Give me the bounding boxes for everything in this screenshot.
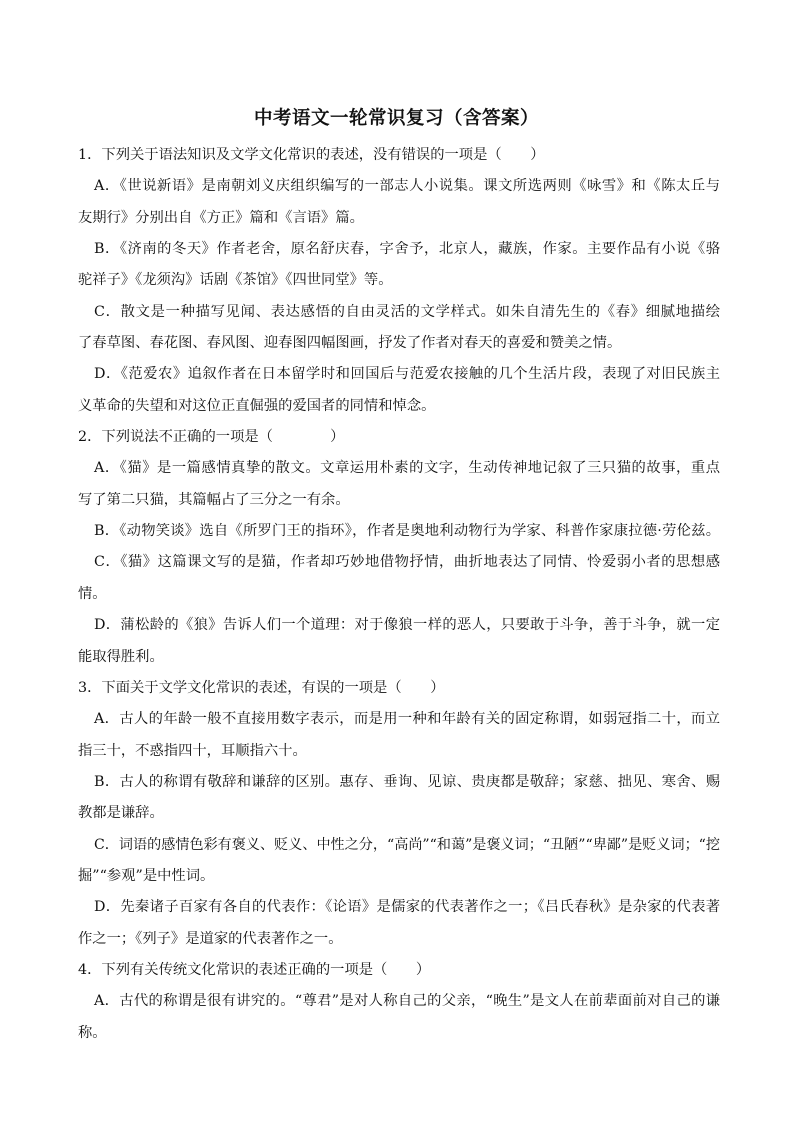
question-1-option-b: B．《济南的冬天》作者老舍，原名舒庆春，字舍予，北京人，藏族，作家。主要作品有小说《骆 — [94, 241, 720, 258]
question-4-option-a-continued: 称。 — [78, 1024, 107, 1041]
question-3-option-c: C．词语的感情色彩有褒义、贬义、中性之分，“高尚”“和蔼”是褒义词；“丑陋”“卑鄙”是贬义词；“挖 — [94, 836, 720, 853]
question-2-option-d-continued: 能取得胜利。 — [78, 648, 164, 665]
question-2-option-a-continued: 写了第二只猫，其篇幅占了三分之一有余。 — [78, 491, 350, 508]
question-4-option-a: A．古代的称谓是很有讲究的。“尊君”是对人称自己的父亲，“晚生”是文人在前辈面前对自己的谦 — [94, 993, 720, 1010]
question-2-option-d: D．蒲松龄的《狼》告诉人们一个道理：对于像狼一样的恶人，只要敢于斗争，善于斗争，就一定 — [94, 617, 720, 634]
question-1-option-b-continued: 驼祥子》《龙须沟》话剧《茶馆》《四世同堂》等。 — [78, 272, 393, 289]
question-2-option-c-continued: 情。 — [78, 585, 107, 602]
document-title: 中考语文一轮常识复习（含答案） — [253, 108, 539, 129]
question-3-option-a-continued: 指三十，不惑指四十，耳顺指六十。 — [78, 742, 307, 759]
question-3-option-a: A．古人的年龄一般不直接用数字表示，而是用一种和年龄有关的固定称谓，如弱冠指二十，而立 — [94, 711, 720, 728]
question-1-option-d: D．《范爱农》追叙作者在日本留学时和回国后与范爱农接触的几个生活片段，表现了对旧民族主 — [94, 366, 720, 383]
question-2-option-c: C．《猫》这篇课文写的是猫，作者却巧妙地借物抒情，曲折地表达了同情、怜爱弱小者的思想感 — [94, 554, 720, 571]
question-1-stem: 1．下列关于语法知识及文学文化常识的表述，没有错误的一项是（ ） — [78, 147, 545, 163]
question-2-stem: 2．下列说法不正确的一项是（ ） — [78, 429, 345, 446]
question-1-option-c-continued: 了春草图、春花图、春风图、迎春图四幅图画，抒发了作者对春天的喜爱和赞美之情。 — [78, 335, 622, 352]
question-1-option-a: A．《世说新语》是南朝刘义庆组织编写的一部志人小说集。课文所选两则《咏雪》和《陈太丘与 — [94, 178, 720, 195]
question-2-option-b: B．《动物笑谈》选自《所罗门王的指环》，作者是奥地利动物行为学家、科普作家康拉德·劳伦兹。 — [94, 523, 720, 540]
question-4-stem: 4．下列有关传统文化常识的表述正确的一项是（ ） — [78, 961, 431, 978]
question-1-option-c: C．散文是一种描写见闻、表达感悟的自由灵活的文学样式。如朱自清先生的《春》细腻地描绘 — [94, 303, 720, 320]
question-3-option-b-continued: 教都是谦辞。 — [78, 805, 164, 822]
question-3-option-b: B．古人的称谓有敬辞和谦辞的区别。惠存、垂询、见谅、贵庚都是敬辞；家慈、拙见、寒舍、赐 — [94, 773, 720, 790]
question-3-option-d: D．先秦诸子百家有各自的代表作：《论语》是儒家的代表著作之一；《吕氏春秋》是杂家的代表著 — [94, 899, 720, 916]
question-3-stem: 3．下面关于文学文化常识的表述，有误的一项是（ ） — [78, 679, 445, 696]
question-3-option-c-continued: 掘”“参观”是中性词。 — [78, 867, 215, 884]
question-2-option-a: A．《猫》是一篇感情真挚的散文。文章运用朴素的文字，生动传神地记叙了三只猫的故事，重点 — [94, 460, 720, 477]
question-3-option-d-continued: 作之一；《列子》是道家的代表著作之一。 — [78, 930, 343, 947]
document-body — [78, 140, 720, 1049]
question-1-option-a-continued: 友期行》分别出自《方正》篇和《言语》篇。 — [78, 209, 364, 226]
question-1-option-d-continued: 义革命的失望和对这位正直倔强的爱国者的同情和悼念。 — [78, 397, 436, 414]
